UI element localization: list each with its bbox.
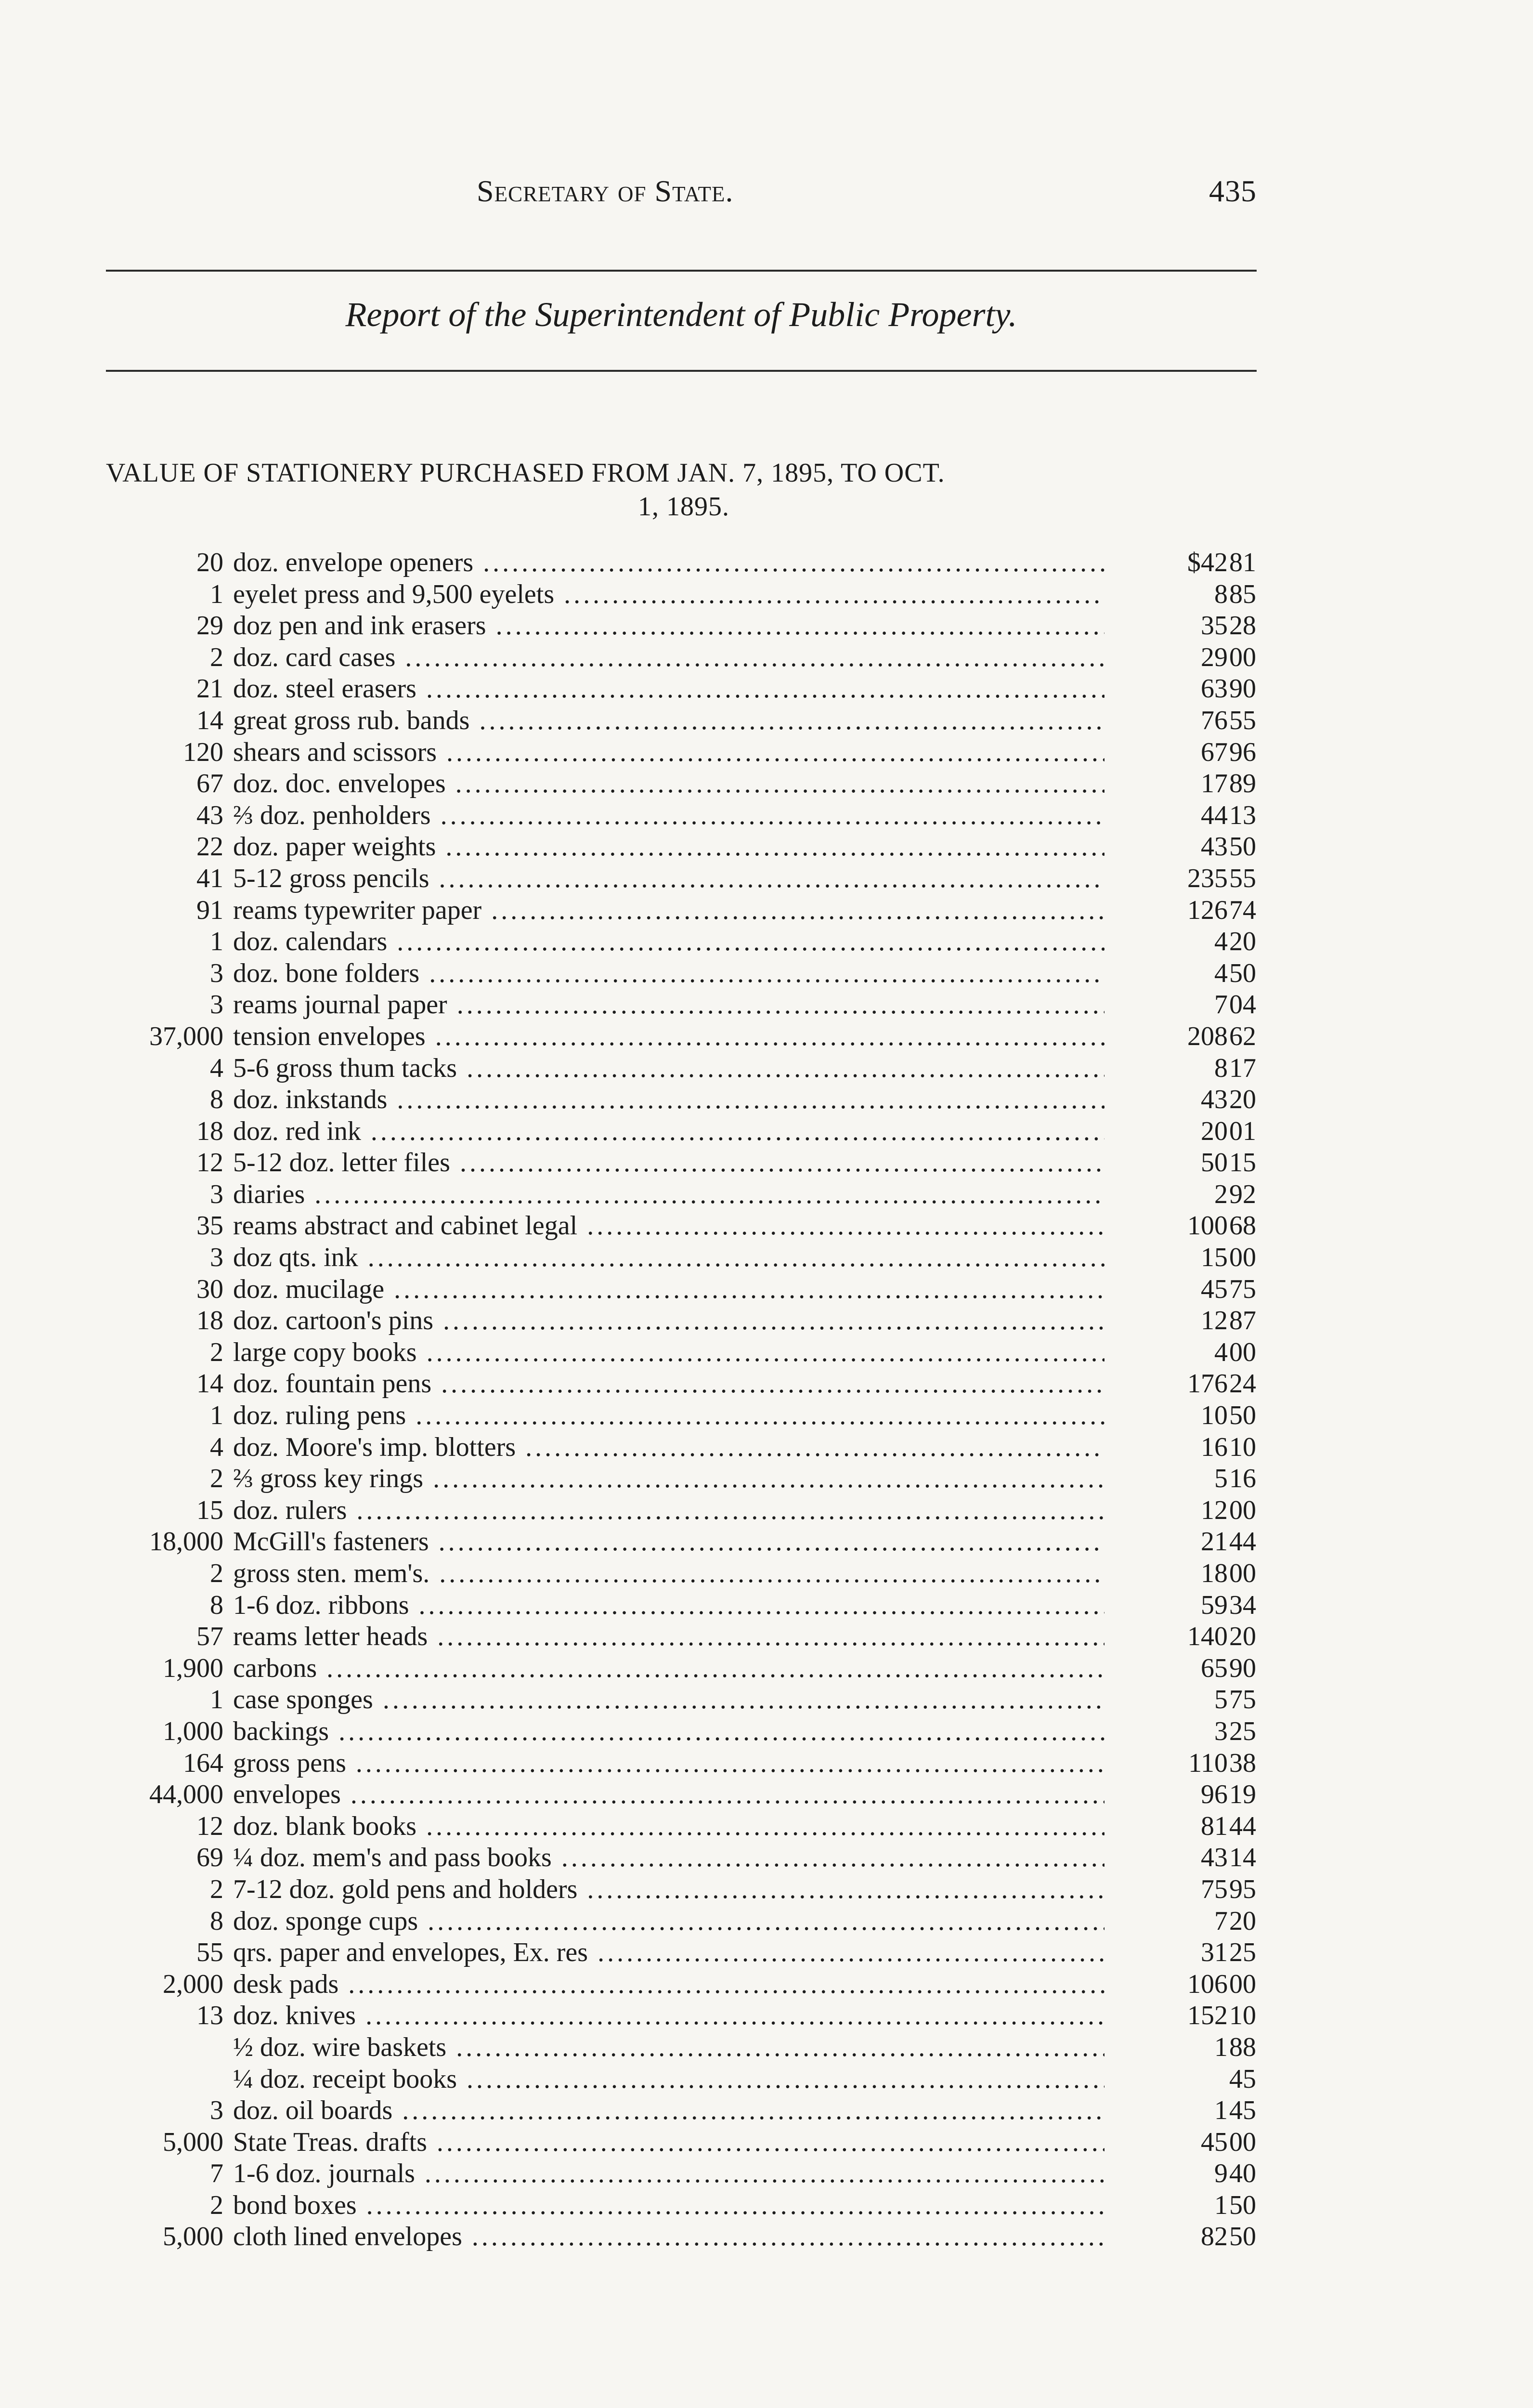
- item-cents: 00: [1229, 642, 1256, 672]
- item-dollars: 44: [1201, 800, 1228, 830]
- item-quantity: 3: [210, 2095, 223, 2126]
- list-item: [0, 1400, 1533, 1432]
- item-cents: 24: [1229, 1369, 1256, 1399]
- item-description: great gross rub. bands .....: [233, 705, 1104, 737]
- item-cents: 13: [1229, 800, 1256, 830]
- item-description: doz. fountain pens .....: [233, 1368, 1104, 1400]
- item-cents: 20: [1229, 1906, 1256, 1936]
- item-dollars: 75: [1201, 1874, 1228, 1904]
- item-dollars: 5: [1214, 1685, 1228, 1715]
- item-cents: 20: [1229, 1622, 1256, 1652]
- item-dollars: 4: [1214, 927, 1228, 957]
- item-dollars: 45: [1201, 1274, 1228, 1304]
- item-dollars: 20: [1201, 1116, 1228, 1146]
- item-description: qrs. paper and envelopes, Ex. res .....: [233, 1937, 1104, 1969]
- item-description: desk pads .....: [233, 1969, 1104, 2001]
- list-item: [0, 1147, 1533, 1179]
- page-number: 435: [1209, 174, 1257, 208]
- item-cents: 38: [1229, 1748, 1256, 1778]
- item-cents: 25: [1229, 1716, 1256, 1746]
- item-dollars: 100: [1187, 1211, 1228, 1241]
- item-cents: 19: [1229, 1780, 1256, 1810]
- item-cents: 00: [1229, 2127, 1256, 2157]
- item-quantity: 29: [196, 611, 223, 641]
- item-dollars: $42: [1187, 548, 1228, 577]
- item-quantity: 4: [210, 1432, 223, 1462]
- item-quantity: 18: [196, 1116, 223, 1146]
- item-cents: 92: [1229, 1179, 1256, 1209]
- item-quantity: 15: [196, 1495, 223, 1525]
- item-description: doz pen and ink erasers .....: [233, 610, 1104, 642]
- item-quantity: 164: [183, 1748, 223, 1778]
- list-item: [0, 958, 1533, 990]
- item-description: reams typewriter paper .....: [233, 895, 1104, 927]
- list-item: [0, 1116, 1533, 1148]
- list-item: [0, 1210, 1533, 1242]
- item-description: ½ doz. wire baskets .....: [233, 2032, 1104, 2064]
- item-description: envelopes .....: [233, 1779, 1104, 1811]
- list-item: [0, 863, 1533, 895]
- item-quantity: 2: [210, 642, 223, 672]
- item-cents: 87: [1229, 1306, 1256, 1336]
- item-dollars: 1: [1214, 2095, 1228, 2126]
- list-item: [0, 989, 1533, 1021]
- item-quantity: 22: [196, 832, 223, 862]
- item-description: bond boxes .....: [233, 2190, 1104, 2222]
- item-description: doz. blank books .....: [233, 1811, 1104, 1843]
- list-item: [0, 2190, 1533, 2222]
- item-description: reams letter heads .....: [233, 1621, 1104, 1653]
- item-quantity: 120: [183, 737, 223, 767]
- item-cents: 50: [1229, 1400, 1256, 1431]
- item-dollars: 67: [1201, 737, 1228, 767]
- item-quantity: 12: [196, 1148, 223, 1178]
- item-description: 5-6 gross thum tacks .....: [233, 1053, 1104, 1085]
- list-item: [0, 1937, 1533, 1969]
- item-quantity: 69: [196, 1843, 223, 1873]
- item-dollars: 235: [1187, 863, 1228, 893]
- item-quantity: 8: [210, 1085, 223, 1115]
- item-quantity: 1: [210, 927, 223, 957]
- item-description: backings .....: [233, 1716, 1104, 1748]
- item-description: 5-12 doz. letter files .....: [233, 1147, 1104, 1179]
- item-dollars: 76: [1201, 705, 1228, 735]
- list-item: [0, 2095, 1533, 2127]
- item-quantity: 18,000: [149, 1527, 223, 1557]
- item-dollars: 17: [1201, 769, 1228, 799]
- item-description: doz. Moore's imp. blotters .....: [233, 1432, 1104, 1464]
- item-cents: 28: [1229, 611, 1256, 641]
- item-quantity: 8: [210, 1590, 223, 1620]
- item-cents: 89: [1229, 769, 1256, 799]
- item-dollars: 8: [1214, 1053, 1228, 1083]
- item-quantity: 2,000: [163, 1969, 223, 1999]
- list-item: [0, 1906, 1533, 1937]
- item-quantity: 3: [210, 990, 223, 1020]
- item-quantity: 4: [210, 1053, 223, 1083]
- list-item: [0, 2000, 1533, 2032]
- item-quantity: 5,000: [163, 2127, 223, 2157]
- item-quantity: 18: [196, 1306, 223, 1336]
- heading-line-2: 1, 1895.: [638, 492, 729, 522]
- item-description: doz. cartoon's pins .....: [233, 1305, 1104, 1337]
- item-dollars: 81: [1201, 1811, 1228, 1841]
- item-dollars: 82: [1201, 2222, 1228, 2252]
- item-description: doz qts. ink .....: [233, 1242, 1104, 1274]
- item-description: 7-12 doz. gold pens and holders .....: [233, 1874, 1104, 1906]
- item-quantity: 1: [210, 579, 223, 609]
- item-cents: 81: [1229, 548, 1256, 577]
- item-dollars: 4: [1214, 1337, 1228, 1367]
- list-item: [0, 1337, 1533, 1369]
- item-cents: 00: [1229, 1243, 1256, 1273]
- item-dollars: 45: [1201, 2127, 1228, 2157]
- stationery-list: [0, 547, 1533, 2253]
- list-item: [0, 1716, 1533, 1748]
- item-description: doz. knives .....: [233, 2000, 1104, 2032]
- item-cents: 90: [1229, 1653, 1256, 1683]
- item-cents: 00: [1229, 1969, 1256, 1999]
- item-description: cloth lined envelopes .....: [233, 2221, 1104, 2253]
- item-cents: 40: [1229, 2159, 1256, 2189]
- list-item: [0, 1495, 1533, 1527]
- item-quantity: 21: [196, 674, 223, 704]
- item-description: gross pens .....: [233, 1748, 1104, 1780]
- item-dollars: 126: [1187, 895, 1228, 925]
- list-item: [0, 768, 1533, 800]
- list-item: [0, 1084, 1533, 1116]
- item-description: doz. oil boards .....: [233, 2095, 1104, 2127]
- item-quantity: 1: [210, 1400, 223, 1431]
- item-dollars: 152: [1187, 2001, 1228, 2031]
- item-description: doz. inkstands .....: [233, 1084, 1104, 1116]
- list-item: [0, 1432, 1533, 1464]
- item-cents: 15: [1229, 1148, 1256, 1178]
- item-quantity: 37,000: [149, 1021, 223, 1051]
- item-dollars: 3: [1214, 1716, 1228, 1746]
- item-description: doz. steel erasers .....: [233, 673, 1104, 705]
- item-cents: 17: [1229, 1053, 1256, 1083]
- item-description: ⅔ gross key rings .....: [233, 1463, 1104, 1495]
- header-title: Secretary of State.: [477, 174, 734, 208]
- item-quantity: 14: [196, 1369, 223, 1399]
- list-item: [0, 1621, 1533, 1653]
- item-quantity: 13: [196, 2001, 223, 2031]
- item-description: 1-6 doz. ribbons .....: [233, 1590, 1104, 1622]
- list-item: [0, 831, 1533, 863]
- section-heading: [106, 457, 1261, 523]
- item-dollars: 140: [1187, 1622, 1228, 1652]
- item-quantity: 7: [210, 2159, 223, 2189]
- item-dollars: 16: [1201, 1432, 1228, 1462]
- list-item: [0, 1242, 1533, 1274]
- item-quantity: 67: [196, 769, 223, 799]
- item-dollars: 50: [1201, 1148, 1228, 1178]
- list-item: [0, 1368, 1533, 1400]
- item-description: gross sten. mem's. .....: [233, 1558, 1104, 1590]
- item-dollars: 5: [1214, 1464, 1228, 1494]
- item-quantity: 55: [196, 1937, 223, 1968]
- item-description: carbons .....: [233, 1653, 1104, 1685]
- item-quantity: 3: [210, 1179, 223, 1209]
- item-cents: 44: [1229, 1527, 1256, 1557]
- item-cents: 88: [1229, 2032, 1256, 2062]
- item-description: doz. rulers .....: [233, 1495, 1104, 1527]
- item-dollars: 31: [1201, 1937, 1228, 1968]
- item-cents: 96: [1229, 737, 1256, 767]
- list-item: [0, 1653, 1533, 1685]
- item-dollars: 29: [1201, 642, 1228, 672]
- item-quantity: 57: [196, 1622, 223, 1652]
- item-dollars: 12: [1201, 1306, 1228, 1336]
- running-header: [106, 173, 1257, 217]
- item-description: reams journal paper .....: [233, 989, 1104, 1021]
- item-description: ⅔ doz. penholders .....: [233, 800, 1104, 832]
- list-item: [0, 737, 1533, 769]
- item-quantity: 1,000: [163, 1716, 223, 1746]
- item-quantity: 41: [196, 863, 223, 893]
- item-cents: 04: [1229, 990, 1256, 1020]
- item-quantity: 2: [210, 1558, 223, 1588]
- item-description: 5-12 gross pencils .....: [233, 863, 1104, 895]
- item-description: doz. ruling pens .....: [233, 1400, 1104, 1432]
- list-item: [0, 1463, 1533, 1495]
- item-dollars: 59: [1201, 1590, 1228, 1620]
- item-cents: 45: [1229, 2095, 1256, 2126]
- item-cents: 50: [1229, 2190, 1256, 2220]
- item-quantity: 3: [210, 1243, 223, 1273]
- item-dollars: 106: [1187, 1969, 1228, 1999]
- item-description: doz. bone folders .....: [233, 958, 1104, 990]
- list-item: [0, 1842, 1533, 1874]
- item-dollars: 176: [1187, 1369, 1228, 1399]
- item-cents: 68: [1229, 1211, 1256, 1241]
- item-cents: 50: [1229, 832, 1256, 862]
- item-cents: 55: [1229, 863, 1256, 893]
- list-item: [0, 2032, 1533, 2064]
- item-quantity: 2: [210, 1874, 223, 1904]
- list-item: [0, 1684, 1533, 1716]
- list-item: [0, 1021, 1533, 1053]
- item-cents: 85: [1229, 579, 1256, 609]
- item-cents: 95: [1229, 1874, 1256, 1904]
- item-dollars: 2: [1214, 1179, 1228, 1209]
- list-item: [0, 1779, 1533, 1811]
- item-dollars: 65: [1201, 1653, 1228, 1683]
- item-dollars: 7: [1214, 990, 1228, 1020]
- item-quantity: 43: [196, 800, 223, 830]
- item-description: 1-6 doz. journals .....: [233, 2158, 1104, 2190]
- item-quantity: 30: [196, 1274, 223, 1304]
- item-cents: 00: [1229, 1495, 1256, 1525]
- item-dollars: 43: [1201, 1085, 1228, 1115]
- list-item: [0, 673, 1533, 705]
- list-item: [0, 1811, 1533, 1843]
- item-description: case sponges .....: [233, 1684, 1104, 1716]
- list-item: [0, 1874, 1533, 1906]
- item-dollars: 15: [1201, 1243, 1228, 1273]
- item-cents: 25: [1229, 1937, 1256, 1968]
- list-item: [0, 1053, 1533, 1085]
- item-quantity: 8: [210, 1906, 223, 1936]
- item-description: ¼ doz. mem's and pass books .....: [233, 1842, 1104, 1874]
- list-item: [0, 1305, 1533, 1337]
- bottom-rule: [106, 370, 1257, 372]
- item-cents: 20: [1229, 1085, 1256, 1115]
- item-cents: 50: [1229, 2222, 1256, 2252]
- list-item: [0, 800, 1533, 832]
- item-dollars: 43: [1201, 832, 1228, 862]
- item-cents: 44: [1229, 1811, 1256, 1841]
- list-item: [0, 1590, 1533, 1622]
- list-item: [0, 547, 1533, 579]
- item-quantity: 2: [210, 1464, 223, 1494]
- item-cents: 55: [1229, 705, 1256, 735]
- item-quantity: 1: [210, 1685, 223, 1715]
- item-description: large copy books .....: [233, 1337, 1104, 1369]
- item-cents: 75: [1229, 1685, 1256, 1715]
- item-description: doz. card cases .....: [233, 642, 1104, 674]
- item-dollars: 18: [1201, 1558, 1228, 1588]
- item-dollars: 1: [1214, 2190, 1228, 2220]
- item-quantity: 12: [196, 1811, 223, 1841]
- item-cents: 50: [1229, 958, 1256, 988]
- list-item: [0, 1558, 1533, 1590]
- item-cents: 00: [1229, 1337, 1256, 1367]
- item-quantity: 35: [196, 1211, 223, 1241]
- item-cents: 01: [1229, 1116, 1256, 1146]
- report-title: Report of the Superintendent of Public Property.: [345, 295, 1017, 334]
- item-quantity: 20: [196, 548, 223, 577]
- list-item: [0, 2158, 1533, 2190]
- item-quantity: 3: [210, 958, 223, 988]
- item-description: ¼ doz. receipt books .....: [233, 2064, 1104, 2095]
- list-item: [0, 579, 1533, 611]
- item-description: McGill's fasteners .....: [233, 1526, 1104, 1558]
- item-cents: 10: [1229, 1432, 1256, 1462]
- item-description: doz. doc. envelopes .....: [233, 768, 1104, 800]
- item-description: State Treas. drafts .....: [233, 2127, 1104, 2159]
- item-dollars: 12: [1201, 1495, 1228, 1525]
- item-cents: 10: [1229, 2001, 1256, 2031]
- item-quantity: 44,000: [149, 1780, 223, 1810]
- item-description: diaries .....: [233, 1179, 1104, 1211]
- item-cents: 16: [1229, 1464, 1256, 1494]
- item-quantity: 14: [196, 705, 223, 735]
- item-dollars: 7: [1214, 1906, 1228, 1936]
- item-dollars: 63: [1201, 674, 1228, 704]
- item-dollars: 35: [1201, 611, 1228, 641]
- item-quantity: 91: [196, 895, 223, 925]
- item-description: doz. red ink .....: [233, 1116, 1104, 1148]
- list-item: [0, 2127, 1533, 2159]
- list-item: [0, 1526, 1533, 1558]
- item-description: doz. paper weights .....: [233, 831, 1104, 863]
- item-dollars: 9: [1214, 2159, 1228, 2189]
- item-description: doz. mucilage .....: [233, 1274, 1104, 1306]
- item-dollars: 10: [1201, 1400, 1228, 1431]
- item-quantity: 2: [210, 2190, 223, 2220]
- list-item: [0, 1969, 1533, 2001]
- item-dollars: 96: [1201, 1780, 1228, 1810]
- top-rule: [106, 270, 1257, 272]
- item-dollars: 43: [1201, 1843, 1228, 1873]
- item-cents: 74: [1229, 895, 1256, 925]
- list-item: [0, 1179, 1533, 1211]
- item-description: tension envelopes .....: [233, 1021, 1104, 1053]
- list-item: [0, 2064, 1533, 2095]
- list-item: [0, 705, 1533, 737]
- list-item: [0, 895, 1533, 927]
- item-cents: 62: [1229, 1021, 1256, 1051]
- item-description: doz. calendars .....: [233, 926, 1104, 958]
- item-dollars: 208: [1187, 1021, 1228, 1051]
- item-quantity: 1,900: [163, 1653, 223, 1683]
- list-item: [0, 610, 1533, 642]
- item-dollars: 8: [1214, 579, 1228, 609]
- item-dollars: 4: [1214, 958, 1228, 988]
- item-cents: 14: [1229, 1843, 1256, 1873]
- item-quantity: 5,000: [163, 2222, 223, 2252]
- heading-line-1: VALUE OF STATIONERY PURCHASED FROM JAN. 7, 1895, TO OCT.: [106, 458, 945, 488]
- item-dollars: 21: [1201, 1527, 1228, 1557]
- item-cents: 34: [1229, 1590, 1256, 1620]
- item-cents: 45: [1229, 2064, 1256, 2094]
- list-item: [0, 642, 1533, 674]
- item-cents: 20: [1229, 927, 1256, 957]
- item-quantity: 2: [210, 1337, 223, 1367]
- item-cents: 75: [1229, 1274, 1256, 1304]
- item-dollars: 1: [1214, 2032, 1228, 2062]
- list-item: [0, 1274, 1533, 1306]
- list-item: [0, 926, 1533, 958]
- item-description: reams abstract and cabinet legal .....: [233, 1210, 1104, 1242]
- item-cents: 90: [1229, 674, 1256, 704]
- item-dollars: 110: [1188, 1748, 1228, 1778]
- list-item: [0, 1748, 1533, 1780]
- item-description: eyelet press and 9,500 eyelets .....: [233, 579, 1104, 611]
- item-description: doz. envelope openers .....: [233, 547, 1104, 579]
- item-description: shears and scissors .....: [233, 737, 1104, 769]
- list-item: [0, 2221, 1533, 2253]
- item-description: doz. sponge cups .....: [233, 1906, 1104, 1937]
- item-cents: 00: [1229, 1558, 1256, 1588]
